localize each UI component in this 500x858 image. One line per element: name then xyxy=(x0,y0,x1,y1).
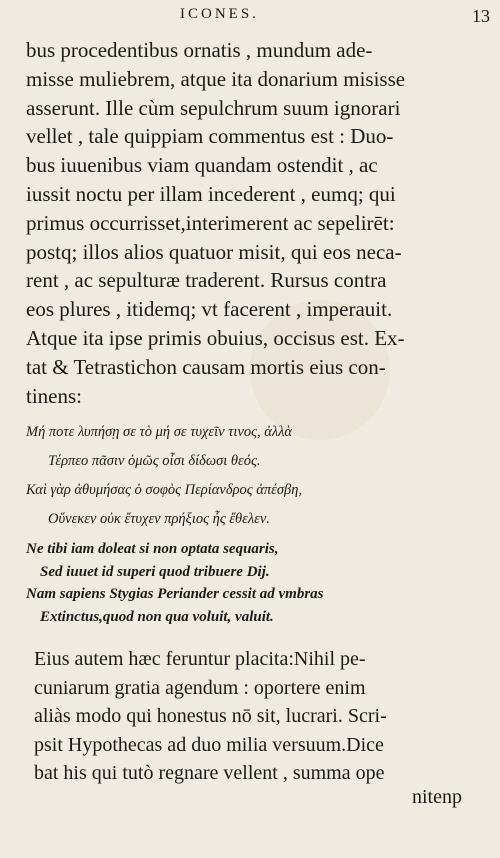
greek-verse-line: Τέρπεο πᾶσιν ὁμῶς οἷσι δίδωσι θεός. xyxy=(48,453,261,469)
paragraph-1 xyxy=(26,36,466,410)
text-line: bat his qui tutò regnare vellent , summa ope xyxy=(34,762,385,784)
catchword: nitenp xyxy=(412,786,462,808)
text-line: bus iuuenibus viam quandam ostendit , ac xyxy=(26,153,378,178)
greek-verse-line: Μή ποτε λυπήσῃ σε τὸ μή σε τυχεῖν τινος, ἀλλὰ xyxy=(26,424,293,440)
text-line: primus occurrisset,interimerent ac sepelirēt: xyxy=(26,210,395,235)
greek-verse-line: Οὕνεκεν οὐκ ἔτυχεν πρήξιος ἧς ἔθελεν. xyxy=(48,511,270,527)
text-line: Eius autem hæc feruntur placita:Nihil pe- xyxy=(34,648,366,670)
text-line: tinens: xyxy=(26,383,82,408)
text-line: psit Hypothecas ad duo milia versuum.Dice xyxy=(34,733,384,756)
page-header xyxy=(0,6,500,26)
latin-verse-line: Ne tibi iam doleat si non optata sequaris, xyxy=(26,541,279,557)
paragraph-2 xyxy=(34,645,464,788)
text-line: postq; illos alios quatuor misit, qui eos neca- xyxy=(26,239,402,264)
latin-verse-line: Extinctus,quod non qua voluit, valuit. xyxy=(40,608,274,625)
text-line: tat & Tetrastichon causam mortis eius con- xyxy=(26,354,386,379)
text-line: vellet , tale quippiam commentus est : Duo- xyxy=(26,124,394,149)
text-line: eos plures , itidemq; vt facerent , imperauit. xyxy=(26,297,393,322)
text-line: asserunt. Ille cùm sepulchrum suum ignorari xyxy=(26,95,401,120)
greek-epigram xyxy=(26,418,466,534)
latin-verse-line: Nam sapiens Stygias Periander cessit ad vmbras xyxy=(26,586,324,602)
page-number: 13 xyxy=(472,6,490,26)
text-line: iussit noctu per illam incederent , eumq; qui xyxy=(26,181,396,206)
text-line: aliàs modo qui honestus nō sit, lucrari. Scri- xyxy=(34,705,387,727)
text-line: misse muliebrem, atque ita donarium misisse xyxy=(26,66,406,91)
running-head: ICONES. xyxy=(180,6,259,22)
text-line: bus procedentibus ornatis , mundum ade- xyxy=(26,38,373,62)
greek-verse-line: Καὶ γὰρ ἀθυμήσας ὁ σοφὸς Περίανδρος ἀπέσβη, xyxy=(26,482,303,498)
text-line: cuniarum gratia agendum : oportere enim xyxy=(34,676,366,699)
latin-verse-line: Sed iuuet id superi quod tribuere Dij. xyxy=(40,563,270,580)
text-line: Atque ita ipse primis obuius, occisus est. Ex- xyxy=(26,325,405,350)
text-line: rent , ac sepulturæ traderent. Rursus contra xyxy=(26,268,387,293)
latin-epigram xyxy=(26,538,466,628)
